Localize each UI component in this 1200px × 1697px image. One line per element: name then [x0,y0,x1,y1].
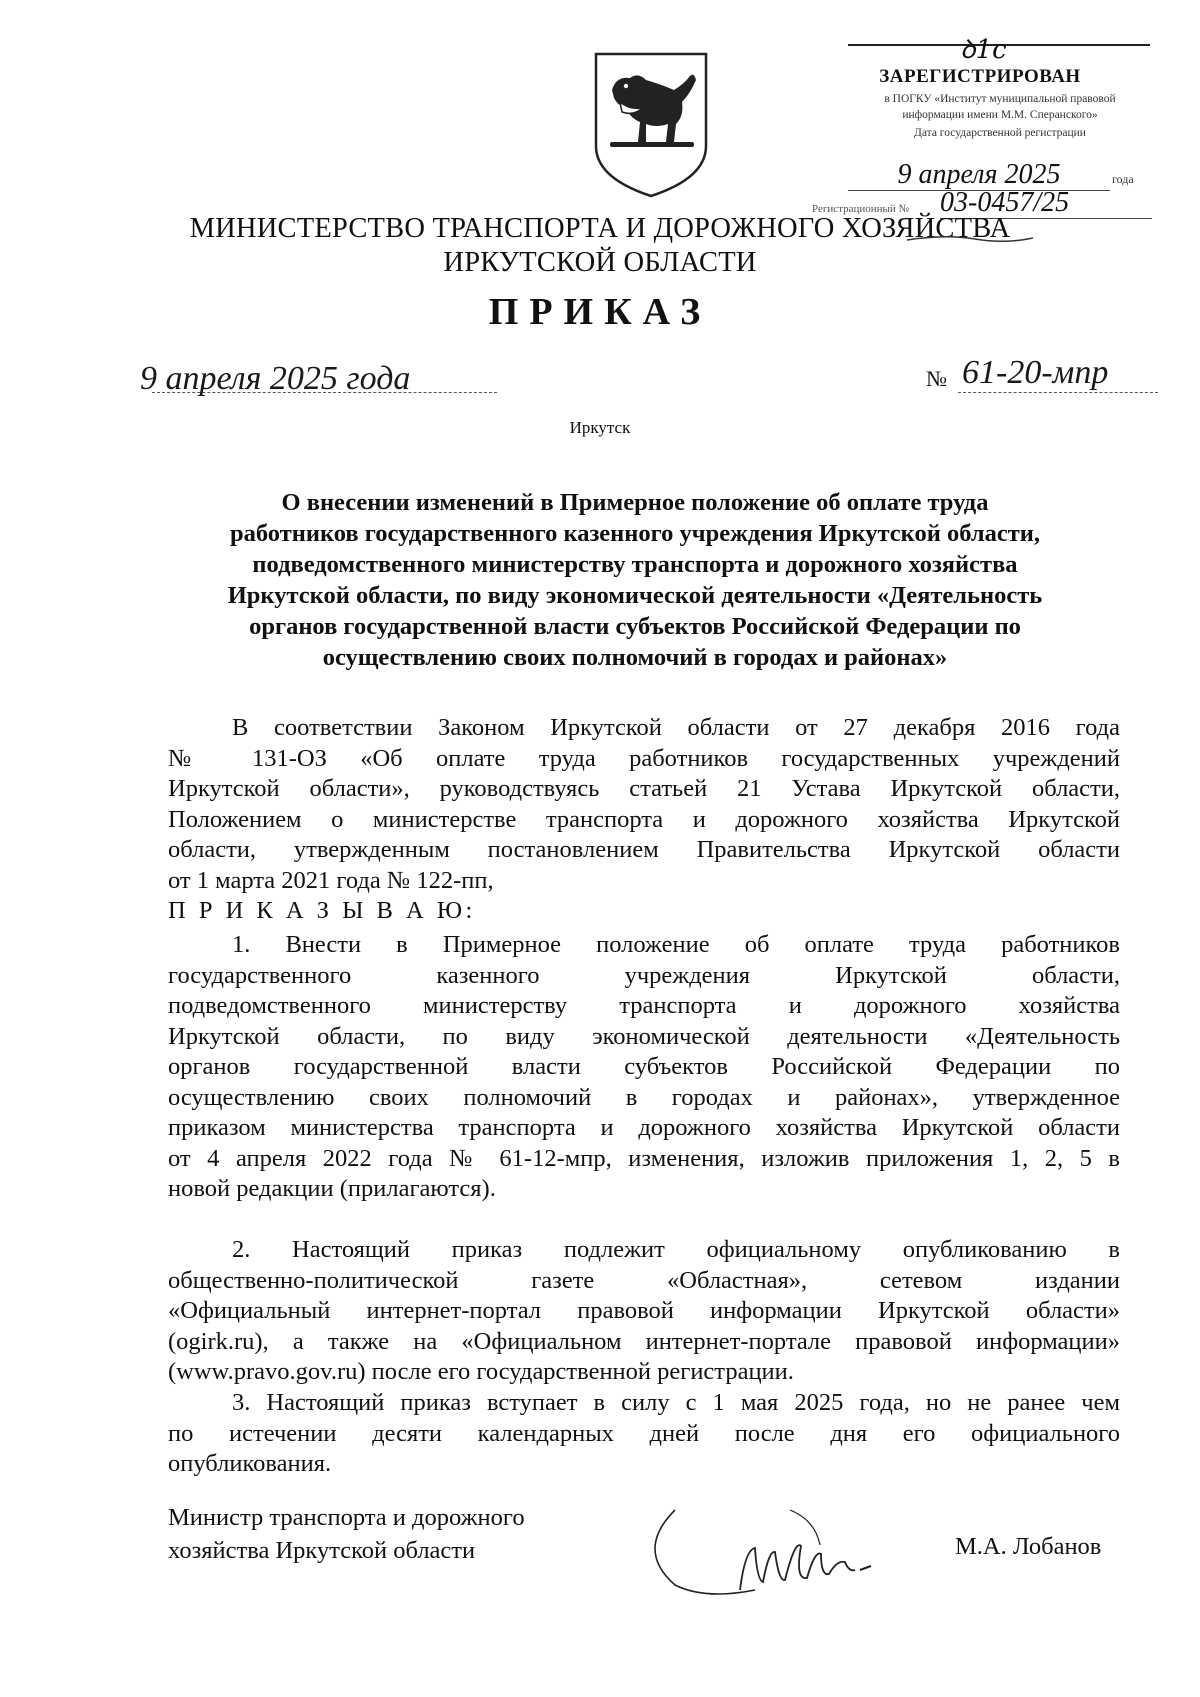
stamp-title: ЗАРЕГИСТРИРОВАН [879,66,1081,87]
ministry-line2: ИРКУТСКОЙ ОБЛАСТИ [443,247,757,278]
signatory-title [168,1501,525,1567]
date-underline [152,392,497,393]
item-1-line: от 4 апреля 2022 года № 61-12-мпр, изменения, изложив приложения 1, 2, 5 в [168,1144,1120,1172]
preamble-line: от 1 марта 2021 года № 122-пп, [168,866,494,894]
item-1-line: новой редакции (прилагаются). [168,1175,496,1202]
handwritten-signature-icon [645,1490,945,1610]
stamp-org-line2: информации имени М.М. Сперанского» [902,109,1098,121]
preamble-line: В соответствии Законом Иркутской области от 27 декабря 2016 года [232,714,1120,741]
order-heading [170,487,1100,673]
stamp-reg-label: Регистрационный № [812,203,910,215]
item-3-line: опубликования. [168,1450,332,1477]
item-2-line: общественно-политической газете «Областная», сетевом издании [168,1266,1120,1294]
ministry-line1: МИНИСТЕРСТВО ТРАНСПОРТА И ДОРОЖНОГО ХОЗЯЙСТВА [189,213,1011,244]
preamble-line: области, утвержденным постановлением Правительства Иркутской области [168,836,1120,863]
order-word: П Р И К А З Ы В А Ю: [168,897,476,924]
preamble-line: Положением о министерстве транспорта и дорожного хозяйства Иркутской [168,805,1120,833]
number-underline [958,392,1158,393]
handwritten-number: 61-20-мпр [962,354,1109,391]
registration-stamp [800,30,1160,230]
item-2-line: «Официальный интернет-портал правовой информации Иркутской области» [168,1297,1120,1324]
item-1 [168,930,1120,1205]
stamp-year-suffix: года [1112,172,1134,186]
heading-line: органов государственной власти субъектов Российской Федерации по [249,613,1021,640]
stamp-reg-number: 03-0457/25 [940,188,1152,219]
heading-line: О внесении изменений в Примерное положение об оплате труда [281,489,989,516]
preamble-line: № 131-ОЗ «Об оплате труда работников государственных учреждений [168,744,1120,772]
preamble [168,713,1120,896]
stamp-overlap-strokes [905,230,1035,248]
heading-line: подведомственного министерству транспорта и дорожного хозяйства [252,551,1018,578]
number-label: № [926,366,947,391]
preamble-line: Иркутской области», руководствуясь статьей 21 Устава Иркутской области, [168,775,1120,802]
item-2-line: (ogirk.ru), а также на «Официальном интернет-портале правовой информации» [168,1327,1120,1355]
item-1-line: органов государственной власти субъектов Российской Федерации по [168,1053,1120,1080]
item-3-line: 3. Настоящий приказ вступает в силу с 1 мая 2025 года, но не ранее чем [232,1389,1120,1416]
document-type: ПРИКАЗ [488,291,712,333]
item-3 [168,1388,1120,1480]
item-1-line: приказом министерства транспорта и дорожного хозяйства Иркутской области [168,1114,1120,1141]
coat-of-arms-icon [590,50,712,200]
stamp-date-label: Дата государственной регистрации [914,127,1086,139]
item-1-line: Иркутской области, по виду экономической деятельности «Деятельность [168,1022,1120,1050]
stamp-date-value: 9 апреля 2025 [848,160,1110,191]
item-3-line: по истечении десяти календарных дней после дня его официального [168,1419,1120,1447]
heading-line: осуществлению своих полномочий в городах и районах» [322,644,948,671]
handwritten-date: 9 апреля 2025 года [140,360,411,397]
stamp-org-line1: в ПОГКУ «Институт муниципальной правовой [884,93,1116,105]
city: Иркутск [569,418,631,437]
item-1-line: подведомственного министерству транспорта и дорожного хозяйства [168,992,1120,1019]
item-1-line: осуществлению своих полномочий в городах и районах», утвержденное [168,1083,1120,1111]
stamp-signature: ꝺ1c [960,35,1007,65]
item-1-line: 1. Внести в Примерное положение об оплате труда работников [232,931,1120,958]
item-1-line: государственного казенного учреждения Иркутской области, [168,961,1120,989]
item-2-line: 2. Настоящий приказ подлежит официальному опубликованию в [232,1236,1120,1263]
item-2-line: (www.pravo.gov.ru) после его государственной регистрации. [168,1358,794,1385]
signatory-title-line1: Министр транспорта и дорожного [168,1504,525,1531]
heading-line: Иркутской области, по виду экономической деятельности «Деятельность [227,582,1043,609]
signatory-title-line2: хозяйства Иркутской области [168,1537,476,1564]
signatory-name: М.А. Лобанов [955,1533,1102,1560]
heading-line: работников государственного казенного учреждения Иркутской области, [230,520,1040,547]
item-2 [168,1235,1120,1388]
